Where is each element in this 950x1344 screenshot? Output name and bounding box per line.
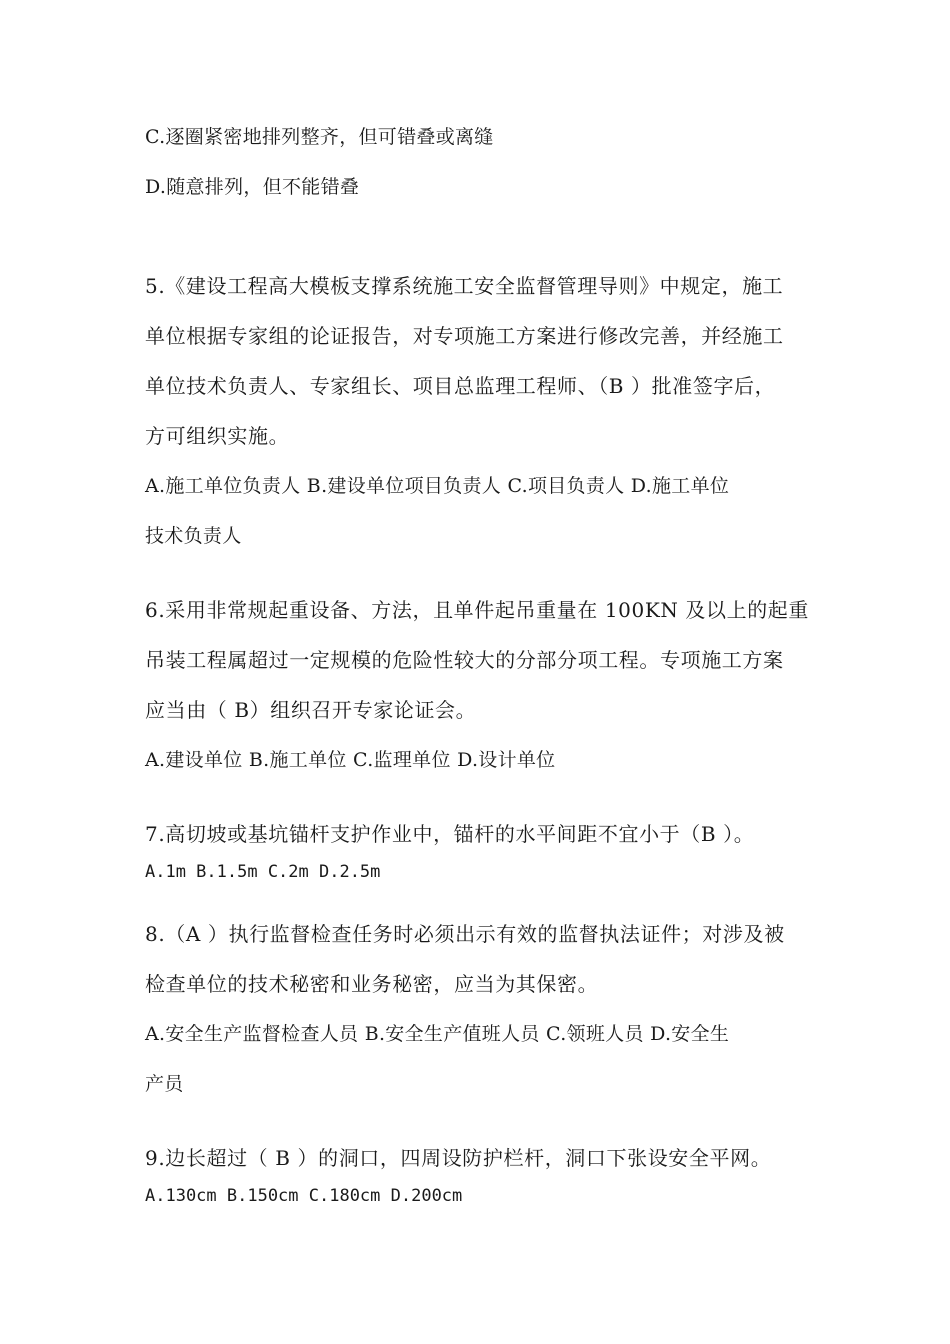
question-8-line-2: 检查单位的技术秘密和业务秘密，应当为其保密。 [145,972,599,996]
question-7-line-1: 7.高切坡或基坑锚杆支护作业中，锚杆的水平间距不宜小于（B ）。 [145,822,755,846]
question-5-line-1: 5.《建设工程高大模板支撑系统施工安全监督管理导则》中规定，施工 [145,274,784,298]
question-6-line-3: 应当由（ B）组织召开专家论证会。 [145,698,477,722]
question-6-options: A.建设单位 B.施工单位 C.监理单位 D.设计单位 [145,749,556,771]
question-9-line-1: 9.边长超过（ B ）的洞口，四周设防护栏杆，洞口下张设安全平网。 [145,1146,772,1170]
question-7-options: A.1m B.1.5m C.2m D.2.5m [145,862,381,882]
question-5-line-3: 单位技术负责人、专家组长、项目总监理工程师、（B ）批准签字后， [145,374,776,398]
question-8-options-line-2: 产员 [145,1073,184,1095]
prev-option-d: D.随意排列，但不能错叠 [145,176,360,198]
question-6-line-2: 吊装工程属超过一定规模的危险性较大的分部分项工程。专项施工方案 [145,648,784,672]
question-8-options-line-1: A.安全生产监督检查人员 B.安全生产值班人员 C.领班人员 D.安全生 [145,1023,730,1045]
question-5-options-line-1: A.施工单位负责人 B.建设单位项目负责人 C.项目负责人 D.施工单位 [145,475,730,497]
question-5-line-4: 方可组织实施。 [145,424,290,448]
document-page [145,0,815,1344]
question-5-options-line-2: 技术负责人 [145,525,242,547]
prev-option-c: C.逐圈紧密地排列整齐，但可错叠或离缝 [145,126,494,148]
question-9-options: A.130cm B.150cm C.180cm D.200cm [145,1186,463,1206]
question-6-line-1: 6.采用非常规起重设备、方法，且单件起吊重量在 100KN 及以上的起重 [145,598,810,622]
question-8-line-1: 8.（A ）执行监督检查任务时必须出示有效的监督执法证件；对涉及被 [145,922,785,946]
question-5-line-2: 单位根据专家组的论证报告，对专项施工方案进行修改完善，并经施工 [145,324,784,348]
